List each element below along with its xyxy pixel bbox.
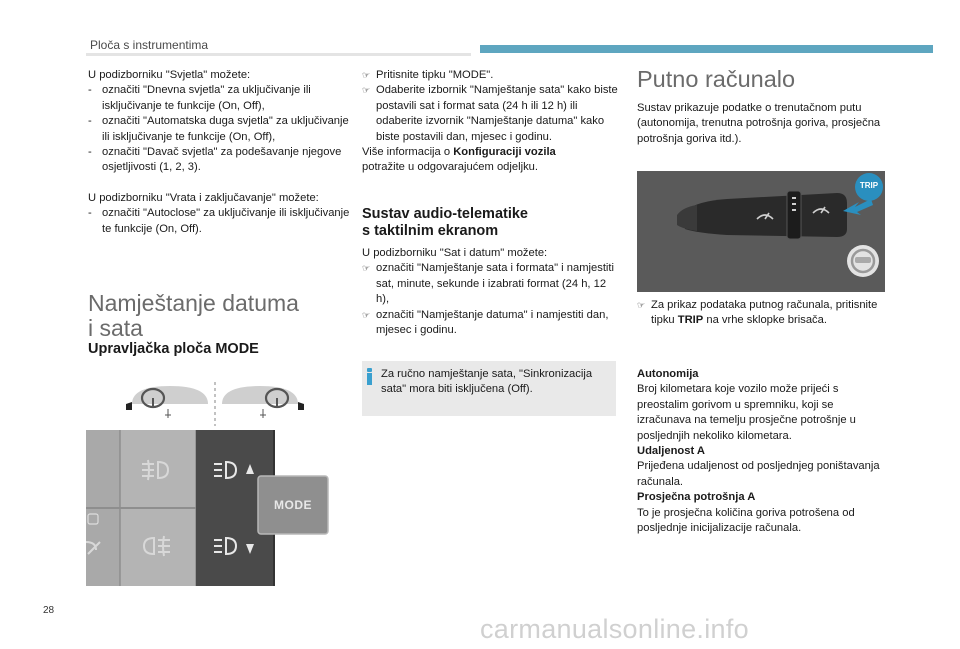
audio-heading: Sustav audio-telematike s taktilnim ekranom bbox=[362, 206, 528, 239]
autonomy-text: Broj kilometara koje vozilo može prijeći s preostalim gorivom u spremniku, koji se izračunava na temelju prosječne potrošnje u posljednjih nekoliko kilometara. bbox=[637, 383, 856, 442]
steering-wheel-position-icons bbox=[120, 378, 320, 428]
page-number: 28 bbox=[43, 605, 55, 616]
list-item: ☞ Odaberite izbornik "Namještanje sata" kako biste postavili sat i format sata (24 h ili 12 h) ili odaberite izvornik "Namještanje datuma" kako biste postavili dan, mjesec i godinu. bbox=[362, 84, 618, 143]
info-icon bbox=[366, 368, 374, 385]
trip-badge: TRIP bbox=[859, 181, 879, 190]
column-1 bbox=[88, 68, 350, 237]
more-info-suffix: potražite u odgovarajućem odjeljku. bbox=[362, 161, 538, 174]
trip-intro: Sustav prikazuje podatke o trenutačnom putu (autonomija, trenutna potrošnja goriva, prosječna potrošnja goriva itd.). bbox=[637, 102, 881, 145]
audio-section bbox=[362, 246, 618, 338]
page-header-title: Ploča s instrumentima bbox=[90, 38, 209, 52]
wiper-stalk-illustration bbox=[637, 171, 885, 292]
list-item: - označiti "Autoclose" za uključivanje ili isključivanje te funkcije (On, Off). bbox=[88, 207, 350, 235]
trip-computer-heading: Putno računalo bbox=[637, 66, 796, 92]
list-item: - označiti "Automatska duga svjetla" za uključivanje ili isključivanje te funkcije (On, Off), bbox=[88, 115, 349, 143]
mode-button-label: MODE bbox=[274, 498, 312, 512]
mode-heading: Upravljačka ploča MODE bbox=[88, 341, 259, 357]
header-accent-bar bbox=[480, 45, 933, 53]
mode-control-panel-illustration bbox=[86, 430, 330, 586]
audio-intro: U podizborniku "Sat i datum" možete: bbox=[362, 247, 548, 259]
distance-title: Udaljenost A bbox=[637, 445, 705, 458]
list-item: ☞ označiti "Namještanje datuma" i namjestiti dan, mjesec i godinu. bbox=[362, 308, 609, 337]
steering-wheel-left-icon bbox=[126, 386, 208, 418]
avg-consumption-title: Prosječna potrošnja A bbox=[637, 491, 756, 504]
avg-consumption-text: To je prosječna količina goriva potrošena od posljednje inicijalizacije računala. bbox=[637, 506, 855, 535]
header-rule bbox=[86, 53, 471, 56]
list-item: - označiti "Davač svjetla" za podešavanje njegove osjetljivosti (1, 2, 3). bbox=[88, 146, 342, 174]
more-info-line: Više informacija o Konfiguraciji vozila bbox=[362, 146, 556, 159]
lights-intro: U podizborniku "Svjetla" možete: bbox=[88, 69, 251, 81]
list-item: - označiti "Dnevna svjetla" za uključivanje ili isključivanje te funkcije (On, Off), bbox=[88, 84, 311, 112]
trip-step bbox=[637, 298, 885, 329]
distance-text: Prijeđena udaljenost od posljednjeg poništavanja računala. bbox=[637, 460, 880, 488]
doors-intro: U podizborniku "Vrata i zaključavanje" možete: bbox=[88, 191, 319, 204]
info-note-text: Za ručno namještanje sata, "Sinkronizacija sata" mora biti isključena (Off). bbox=[381, 368, 593, 396]
list-item: ☞ označiti "Namještanje sata i formata" i namjestiti sat, minute, sekunde i izabrati format (24 h, 12 h), bbox=[362, 262, 615, 306]
steering-wheel-right-icon bbox=[222, 386, 304, 418]
trip-definitions bbox=[637, 367, 887, 536]
date-heading: Namještanje datuma i sata bbox=[88, 290, 299, 341]
list-item: ☞ Pritisnite tipku "MODE". bbox=[362, 69, 494, 81]
list-item: ☞ Za prikaz podataka putnog računala, pritisnite tipku TRIP na vrhe sklopke brisača. bbox=[637, 299, 878, 327]
autonomy-title: Autonomija bbox=[637, 368, 699, 380]
info-note-box bbox=[362, 361, 616, 416]
watermark: carmanualsonline.info bbox=[480, 614, 749, 644]
column-2 bbox=[362, 68, 618, 176]
